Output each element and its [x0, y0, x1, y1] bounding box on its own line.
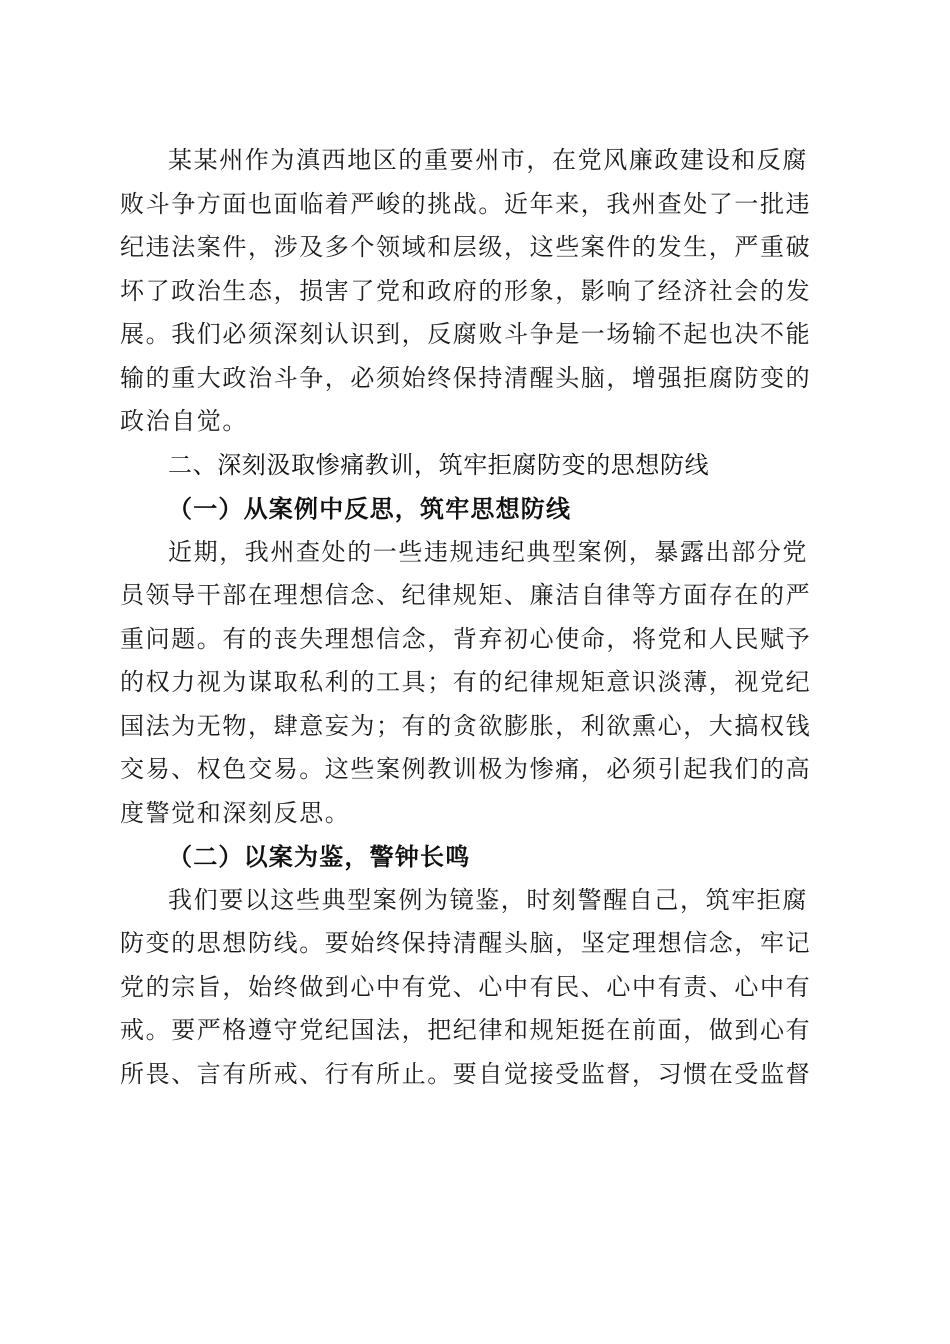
paragraph-case-problems: 近期，我州查处的一些违规违纪典型案例，暴露出部分党 员领导干部在理想信念、纪律规矩、廉洁自律等方面存在的严 重问题。有的丧失理想信念，背弃初心使命，将党和人民赋予 的权力视为谋取私利的工具；有的纪律规矩意识淡薄，视党纪 国法为无物，肆意妄为；有的贪欲膨胀，利欲熏心，大搞权钱 交易、权色交易。这些案例教训极为惨痛，必须引起我们的高 度警觉和深刻反思。 — [120, 537, 812, 827]
document-body — [120, 139, 826, 1096]
section-heading: 二、深刻汲取惨痛教训，筑牢拒腐防变的思想防线 — [168, 450, 710, 479]
subheading-reflect-on-cases: （一）从案例中反思，筑牢思想防线 — [168, 494, 572, 523]
paragraph-situation: 某某州作为滇西地区的重要州市，在党风廉政建设和反腐 败斗争方面也面临着严峻的挑战。近年来，我州查处了一批违 纪违法案件，涉及多个领域和层级，这些案件的发生，严重破 坏了政治生态，损害了党和政府的形象，影响了经济社会的发 展。我们必须深刻认识到，反腐败斗争是一场输不起也决不能 输的重大政治斗争，必须始终保持清醒头脑，增强拒腐防变的 政治自觉。 — [120, 146, 812, 435]
paragraph-lessons: 我们要以这些典型案例为镜鉴，时刻警醒自己，筑牢拒腐 防变的思想防线。要始终保持清醒头脑，坚定理想信念，牢记 党的宗旨，始终做到心中有党、心中有民、心中有责、心中有 戒。要严格遵守党纪国法，把纪律和规矩挺在前面，做到心有 所畏、言有所戒、行有所止。要自觉接受监督，习惯在受监督 — [120, 885, 812, 1088]
subheading-warning-bell: （二）以案为鉴，警钟长鸣 — [168, 842, 471, 871]
